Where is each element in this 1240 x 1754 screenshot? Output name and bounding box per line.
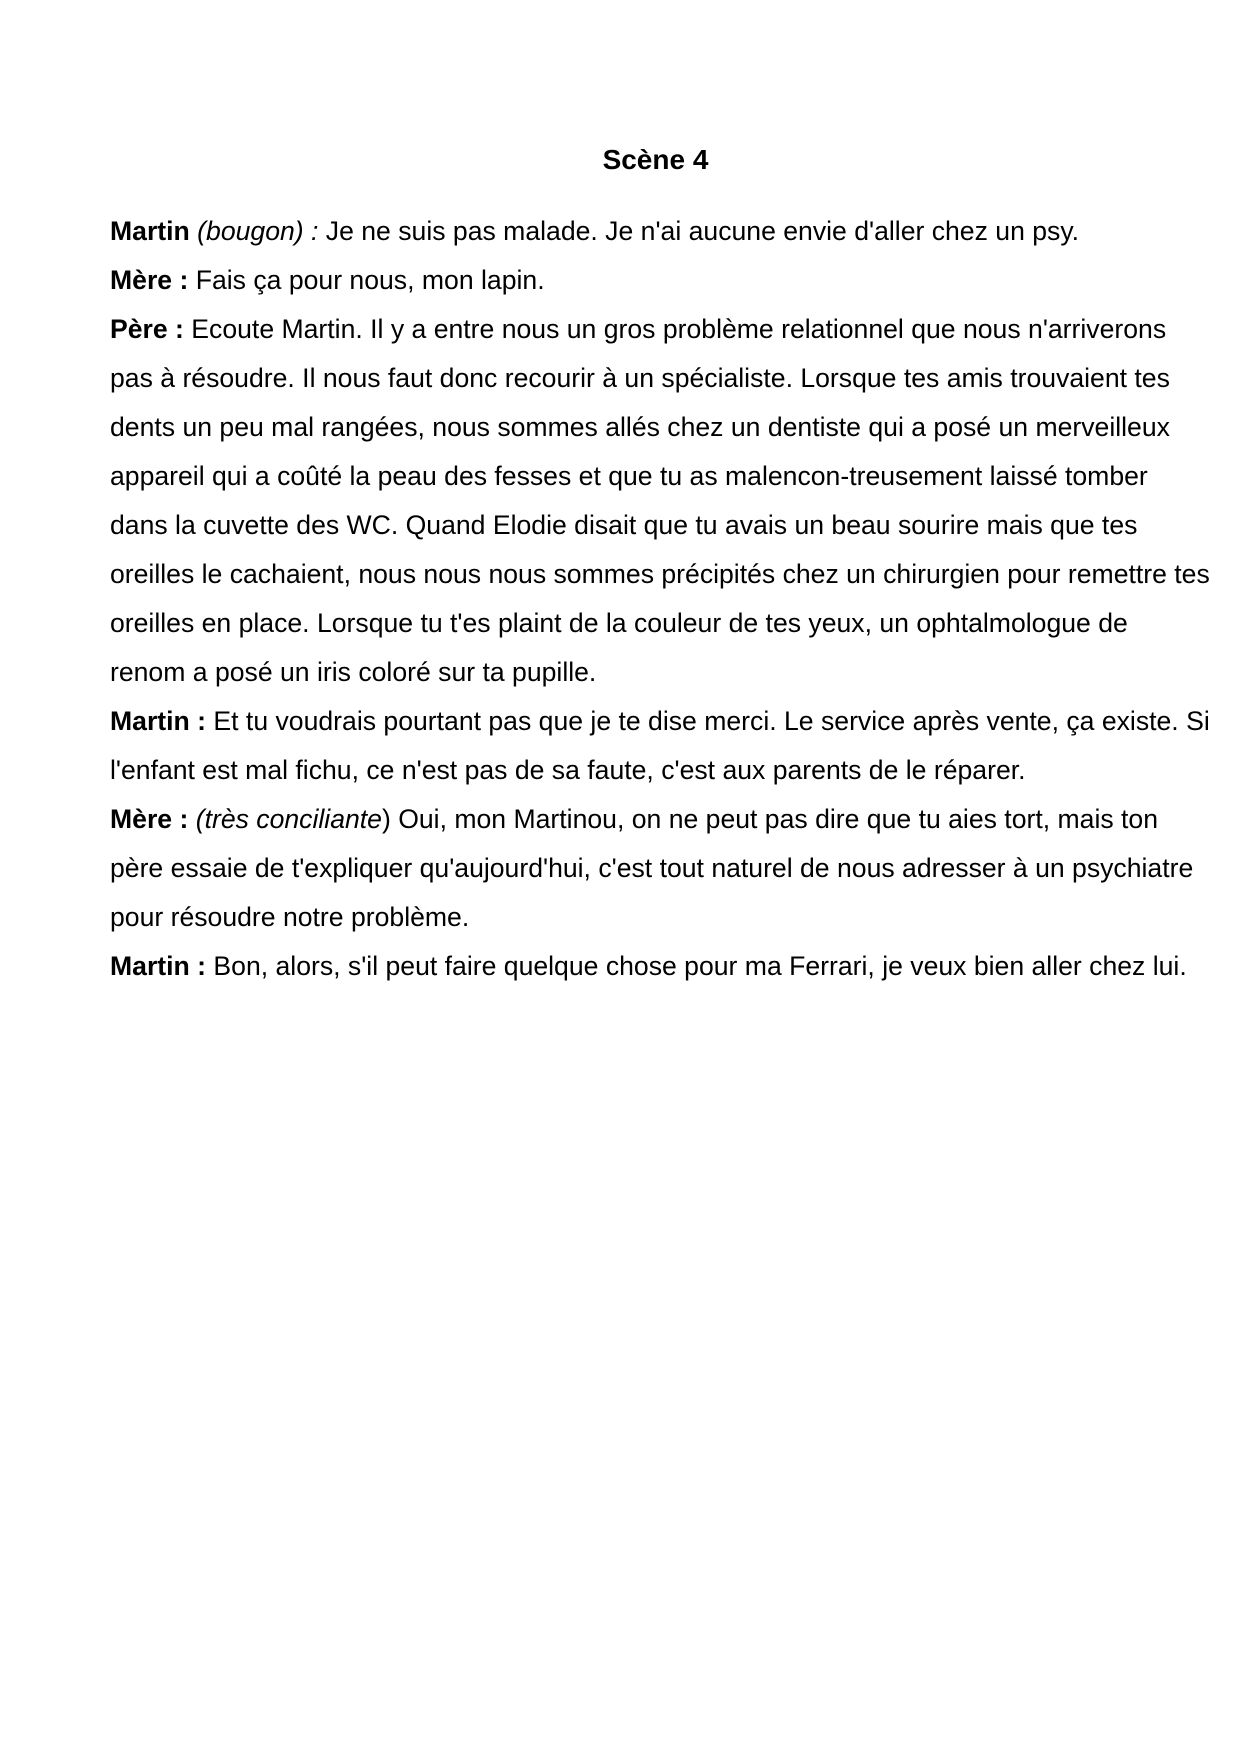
speaker-name: Père : [110, 314, 184, 344]
dialogue-line-pere-1 [110, 305, 1210, 697]
speaker-name: Mère : [110, 804, 189, 834]
dialogue-line-mere-2 [110, 795, 1210, 942]
speaker-name: Martin : [110, 706, 207, 736]
line-text: Ecoute Martin. Il y a entre nous un gros problème relationnel que nous n'arriverons pas à résoudre. Il nous faut donc recourir à un spécialiste. Lorsque tes amis trouvaient tes dents un peu mal rangées, nous sommes allés chez un dentiste qui a posé un merveilleux appareil qui a coûté la peau des fesses et que tu as malencon-treusement laissé tomber dans la cuvette des WC. Quand Elodie disait que tu avais un beau sourire mais que tes oreilles le cachaient, nous nous nous sommes précipités chez un chirurgien pour remettre tes oreilles en place. Lorsque tu t'es plaint de la couleur de tes yeux, un ophtalmologue de renom a posé un iris coloré sur ta pupille. [110, 314, 1210, 687]
speaker-name: Martin : [110, 951, 207, 981]
stage-direction: (très conciliante [195, 804, 382, 834]
scene-title: Scène 4 [602, 144, 709, 175]
dialogue-line-mere-1 [110, 256, 1210, 305]
dialogue-line-martin-2 [110, 697, 1210, 795]
line-text: ) Oui, mon Martinou, on ne peut pas dire que tu aies tort, mais ton père essaie de t'expliquer qu'aujourd'hui, c'est tout naturel de nous adresser à un psychiatre pour résoudre notre problème. [110, 804, 1194, 932]
dialogue-line-martin-3 [110, 942, 1210, 991]
speaker-name: Mère : [110, 265, 189, 295]
stage-direction: (bougon) : [197, 216, 319, 246]
line-text: Et tu voudrais pourtant pas que je te dise merci. Le service après vente, ça existe. Si l'enfant est mal fichu, ce n'est pas de sa faute, c'est aux parents de le réparer. [110, 706, 1210, 785]
line-text: Je ne suis pas malade. Je n'ai aucune envie d'aller chez un psy. [318, 216, 1080, 246]
line-text: Fais ça pour nous, mon lapin. [188, 265, 545, 295]
dialogue-line-martin-1 [110, 207, 1210, 256]
dialogue-body [110, 207, 1210, 991]
speaker-name: Martin [110, 216, 190, 246]
line-text: Bon, alors, s'il peut faire quelque chose pour ma Ferrari, je veux bien aller chez lui. [206, 951, 1187, 981]
